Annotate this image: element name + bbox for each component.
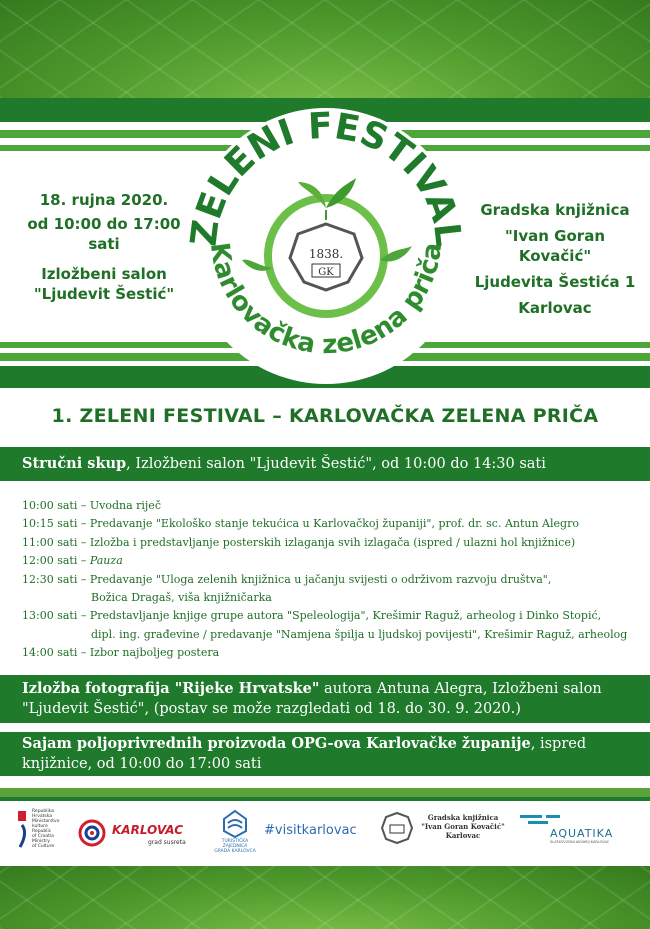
section-strucni-skup: [0, 447, 650, 481]
library-line1: Gradska knjižnica: [480, 201, 630, 219]
library-line2: "Ivan Goran Kovačić": [504, 227, 605, 265]
skup-title: Stručni skup: [22, 455, 127, 472]
festival-logo: [176, 98, 476, 388]
venue-line1: Izložbeni salon: [41, 265, 167, 283]
leaf-background-top: [0, 0, 650, 98]
emblem-year: 1838.: [308, 247, 344, 261]
library-info: [470, 200, 640, 324]
event-info: [14, 190, 194, 304]
logo-bottom-text: Karlovačka zelena priča: [203, 240, 449, 361]
event-time: od 10:00 do 17:00 sati: [27, 215, 181, 253]
venue-line2: "Ljudevit Šestić": [33, 285, 175, 303]
schedule-item: 14:00 sati – Izbor najboljeg postera: [22, 646, 220, 660]
schedule-list: [22, 497, 642, 663]
sponsor-logos: Republika Hrvatska Ministarstvo kulture Republic of Croatia Ministry of Culture KARLOVAC grad susreta TURISTIČKA ZAJEDNICA GRADA KARLOVCA #visitkarlovac Gradska knjižnica "Ivan Goran Kovačić" Karlovac AQUATIKA SLATKOVODNI AKVARIJ KARLOVAC: [0, 797, 650, 866]
schedule-time: 12:00 sati –: [22, 554, 90, 568]
schedule-item: 12:30 sati – Predavanje "Uloga zelenih knjižnica u jačanju svijesti o održivom razvoju društva",: [22, 572, 552, 586]
schedule-item: 10:00 sati – Uvodna riječ: [22, 499, 161, 512]
section-sajam: [0, 732, 650, 776]
hashtag-text: #visitkarlovac: [264, 823, 357, 838]
izlozba-details: autora Antuna Alegra, Izložbeni salon "Ljudevit Šestić", (postav se može razgledati od 18. do 30. 9. 2020.): [22, 681, 602, 717]
sajam-title: Sajam poljoprivrednih proizvoda OPG-ova Karlovačke županije: [22, 735, 531, 752]
croatia-shield-icon: [16, 811, 30, 851]
logo-top-text: ZELENI FESTIVAL: [183, 105, 469, 249]
schedule-item-continued: dipl. ing. građevine / predavanje "Namjena špilja u ljudskoj povijesti", Krešimir Raguž, arheolog: [91, 627, 628, 641]
event-date: 18. rujna 2020.: [39, 191, 169, 209]
library-emblem-icon: [380, 811, 414, 845]
emblem-initials: GK: [318, 267, 334, 278]
sajam-details: , ispred knjižnice, od 10:00 do 17:00 sati: [22, 736, 587, 772]
library-city: Karlovac: [518, 299, 592, 317]
skup-details: , Izložbeni salon "Ljudevit Šestić", od 10:00 do 14:30 sati: [126, 456, 546, 472]
wave-icon: [222, 809, 248, 839]
schedule-item-continued: Božica Dragaš, viša knjižničarka: [91, 591, 272, 605]
tourist-board-logo: TURISTIČKA ZAJEDNICA GRADA KARLOVCA: [210, 809, 260, 854]
izlozba-title: Izložba fotografija "Rijeke Hrvatske": [22, 680, 320, 697]
section-izlozba: [0, 675, 650, 723]
library-address: Ljudevita Šestića 1: [474, 273, 636, 291]
schedule-item-pauza: [22, 552, 642, 570]
aquatika-logo: AQUATIKA SLATKOVODNI AKVARIJ KARLOVAC: [520, 811, 640, 844]
schedule-item: 13:00 sati – Predstavljanje knjige grupe autora "Speleologija", Krešimir Raguž, arheolog i Dinko Stopić,: [22, 609, 602, 623]
leaf-background-bottom: [0, 866, 650, 929]
pauza-label: Pauza: [89, 554, 123, 568]
page-title: 1. ZELENI FESTIVAL – KARLOVAČKA ZELENA PRIČA: [51, 405, 599, 427]
aquatika-lines-icon: [520, 811, 640, 827]
karlovac-star-icon: [78, 819, 106, 847]
schedule-item: 11:00 sati – Izložba i predstavljanje posterskih izlaganja svih izlagača (ispred / ulazni hol knjižnice): [22, 535, 576, 549]
schedule-item: 10:15 sati – Predavanje "Ekološko stanje tekućica u Karlovačkoj županiji", prof. dr. sc. Antun Alegro: [22, 517, 579, 531]
